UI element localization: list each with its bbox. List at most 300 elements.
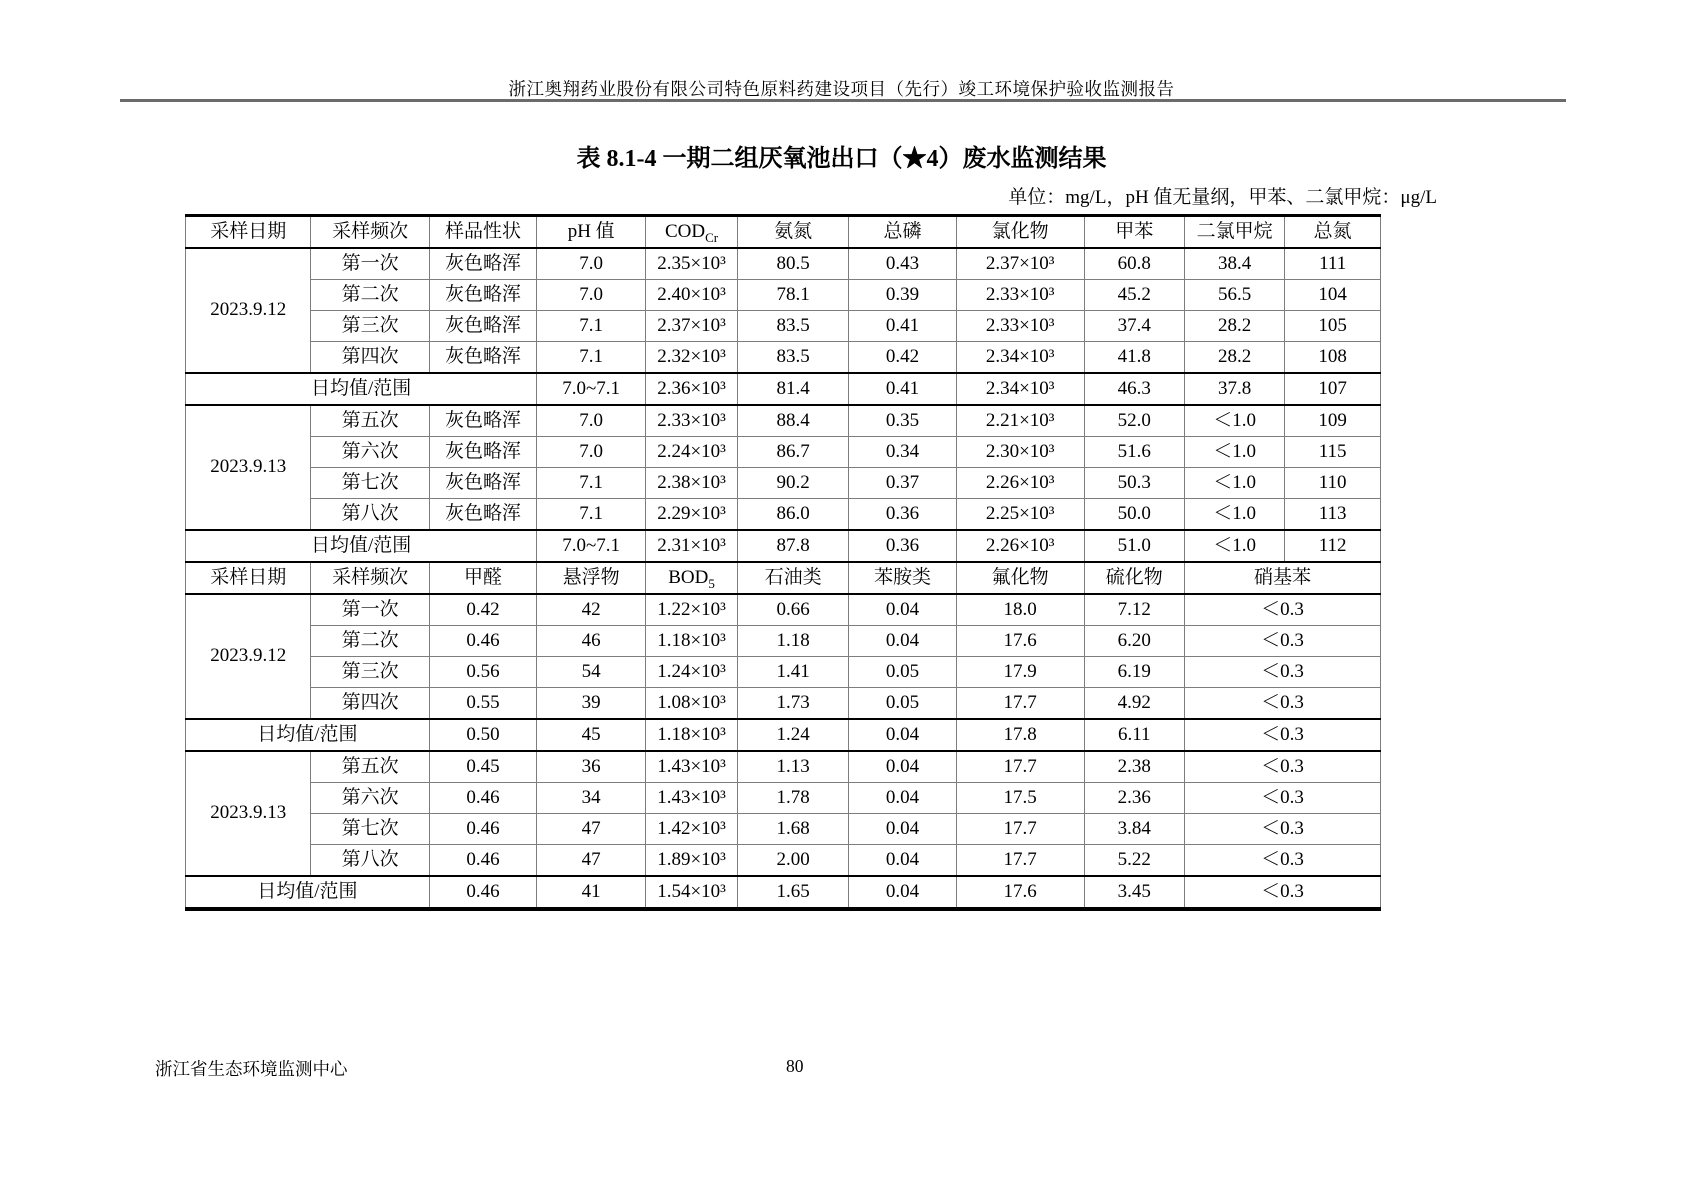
table-cell <box>849 783 957 814</box>
table-cell <box>311 342 429 374</box>
cell-text: 2.36×10³ <box>657 377 726 399</box>
table-cell <box>849 845 957 877</box>
cell-text: ＜0.3 <box>1261 660 1304 682</box>
cell-text: 2023.9.13 <box>210 802 287 824</box>
cell-text: 日均值/范围 <box>257 723 358 745</box>
table-cell <box>311 657 429 688</box>
cell-text: 日均值/范围 <box>311 377 412 399</box>
table-cell <box>537 688 646 720</box>
cell-text: 2.21×10³ <box>985 409 1055 431</box>
table-cell <box>646 311 738 342</box>
cell-text: 0.04 <box>885 817 920 839</box>
cell-text: 46 <box>581 629 601 651</box>
cell-text: 2.33×10³ <box>657 409 726 431</box>
cell-text: 0.66 <box>776 598 810 620</box>
cell-text: 0.04 <box>885 598 920 620</box>
table-cell <box>537 626 646 657</box>
table-cell <box>646 688 738 720</box>
cell-text: 2.31×10³ <box>657 534 726 556</box>
table-cell <box>956 751 1084 783</box>
table-cell <box>738 845 849 877</box>
table-cell <box>956 783 1084 814</box>
cell-text: 4.92 <box>1117 691 1151 713</box>
table-cell <box>1184 657 1380 688</box>
page-header-text: 浙江奥翔药业股份有限公司特色原料药建设项目（先行）竣工环境保护验收监测报告 <box>508 79 1175 99</box>
cell-text: 2.34×10³ <box>985 345 1055 367</box>
cell-text: 0.46 <box>466 848 500 870</box>
cell-text: 17.6 <box>1003 880 1037 902</box>
table-cell <box>849 657 957 688</box>
cell-text: 采样日期 <box>210 566 287 588</box>
table-cell <box>738 688 849 720</box>
cell-text: 0.41 <box>885 314 920 336</box>
table-cell <box>738 499 849 531</box>
cell-text: 2.40×10³ <box>657 283 726 305</box>
table-cell <box>1285 405 1381 437</box>
cell-text: 45 <box>581 723 601 745</box>
average-label <box>186 530 537 562</box>
table-cell <box>738 405 849 437</box>
table-cell <box>849 373 957 405</box>
table-cell <box>537 751 646 783</box>
table-cell <box>738 280 849 311</box>
table-cell <box>1184 342 1284 374</box>
table-cell <box>311 845 429 877</box>
cell-text: 83.5 <box>776 345 810 367</box>
cell-text: 0.39 <box>885 283 920 305</box>
column-header <box>429 562 537 594</box>
table-cell <box>956 280 1084 311</box>
table-cell <box>537 814 646 845</box>
date-cell <box>186 248 311 373</box>
date-cell <box>186 751 311 876</box>
table-cell <box>1084 530 1184 562</box>
cell-text: 灰色略浑 <box>445 502 522 524</box>
table-container <box>185 214 1381 911</box>
cell-text: 17.7 <box>1003 848 1037 870</box>
cell-text: 7.1 <box>579 471 604 493</box>
column-header <box>429 216 537 249</box>
table-cell <box>1184 530 1284 562</box>
cell-text: 1.89×10³ <box>657 848 726 870</box>
cell-text: 6.11 <box>1117 723 1151 745</box>
table-cell <box>646 280 738 311</box>
table-cell <box>537 280 646 311</box>
cell-text: 50.3 <box>1117 471 1151 493</box>
column-header <box>1184 562 1380 594</box>
table-cell <box>1084 594 1184 626</box>
table-cell <box>1084 751 1184 783</box>
table-cell <box>738 530 849 562</box>
table-cell <box>429 468 537 499</box>
cell-text: 60.8 <box>1117 252 1151 274</box>
cell-text: 107 <box>1318 377 1347 399</box>
table-cell <box>738 814 849 845</box>
table-cell <box>537 657 646 688</box>
cell-text: 0.43 <box>885 252 920 274</box>
cell-text: 1.13 <box>776 755 810 777</box>
table-cell <box>956 657 1084 688</box>
table-cell <box>1084 626 1184 657</box>
cell-text: 1.18 <box>776 629 810 651</box>
cell-text: 86.0 <box>776 502 810 524</box>
table-row <box>186 626 1381 657</box>
table-cell <box>1084 657 1184 688</box>
cell-text: 3.45 <box>1117 880 1151 902</box>
cell-text: ＜1.0 <box>1213 471 1257 493</box>
cell-text: ＜1.0 <box>1213 534 1257 556</box>
table-cell <box>1184 311 1284 342</box>
cell-text: 0.55 <box>466 691 500 713</box>
table-row <box>186 530 1381 562</box>
cell-text: 17.7 <box>1003 817 1037 839</box>
cell-text: 灰色略浑 <box>445 252 522 274</box>
cell-text: 0.46 <box>466 880 500 902</box>
table-row <box>186 657 1381 688</box>
cell-text: 2.00 <box>776 848 810 870</box>
cell-text: 7.0 <box>579 283 604 305</box>
table-cell <box>646 437 738 468</box>
cell-text: 17.7 <box>1003 755 1037 777</box>
table-cell <box>311 468 429 499</box>
table-row <box>186 783 1381 814</box>
cell-text: 7.0 <box>579 440 604 462</box>
cell-text: 0.56 <box>466 660 500 682</box>
cell-text: ＜0.3 <box>1261 786 1304 808</box>
cell-text: 51.6 <box>1117 440 1151 462</box>
table-cell <box>1084 845 1184 877</box>
cell-text: 0.35 <box>885 409 920 431</box>
table-cell <box>956 688 1084 720</box>
header-rule <box>120 99 1566 102</box>
table-cell <box>429 845 537 877</box>
table-cell <box>1285 280 1381 311</box>
table-cell <box>956 719 1084 751</box>
table-cell <box>1084 814 1184 845</box>
cell-text: 总磷 <box>883 220 922 242</box>
table-cell <box>646 876 738 909</box>
table-cell <box>1184 814 1380 845</box>
table-cell <box>956 499 1084 531</box>
cell-text: 17.6 <box>1003 629 1037 651</box>
table-cell <box>849 594 957 626</box>
table-cell <box>646 530 738 562</box>
table-cell <box>311 626 429 657</box>
table-cell <box>1084 248 1184 280</box>
cell-text: 2.34×10³ <box>985 377 1055 399</box>
cell-text: 38.4 <box>1218 252 1252 274</box>
cell-text: 第五次 <box>341 409 399 431</box>
cell-text: 第八次 <box>341 502 399 524</box>
cell-text: 36 <box>581 755 601 777</box>
table-row <box>186 373 1381 405</box>
table-row <box>186 248 1381 280</box>
column-header <box>537 216 646 249</box>
table-cell <box>849 530 957 562</box>
table-cell <box>738 248 849 280</box>
cell-text: 石油类 <box>764 566 822 588</box>
table-cell <box>1084 373 1184 405</box>
column-header <box>311 562 429 594</box>
cell-text: 0.46 <box>466 629 500 651</box>
column-header <box>738 562 849 594</box>
cell-text: 甲苯 <box>1115 220 1154 242</box>
cell-text: 2023.9.12 <box>210 299 287 321</box>
table-cell <box>311 311 429 342</box>
cell-text: 110 <box>1318 471 1347 493</box>
cell-text: 41 <box>581 880 601 902</box>
cell-text: 日均值/范围 <box>257 880 358 902</box>
table-cell <box>537 405 646 437</box>
cell-text: 第三次 <box>341 314 399 336</box>
cell-text: 硫化物 <box>1105 566 1163 588</box>
table-cell <box>1184 751 1380 783</box>
table-cell <box>429 626 537 657</box>
cell-text: 7.12 <box>1117 598 1151 620</box>
cell-text: 氨氮 <box>774 220 813 242</box>
table-cell <box>956 814 1084 845</box>
cell-text: ＜0.3 <box>1261 755 1304 777</box>
table-row <box>186 751 1381 783</box>
cell-text: 7.0~7.1 <box>562 377 621 399</box>
cell-text: 56.5 <box>1218 283 1252 305</box>
column-header <box>646 562 738 594</box>
table-header-row <box>186 562 1381 594</box>
table-cell <box>1084 437 1184 468</box>
cell-text: ＜0.3 <box>1261 691 1304 713</box>
table-cell <box>1084 499 1184 531</box>
cell-text: 2.38 <box>1117 755 1151 777</box>
table-cell <box>1285 499 1381 531</box>
table-row <box>186 814 1381 845</box>
cell-text: 氟化物 <box>991 566 1049 588</box>
table-cell <box>537 437 646 468</box>
table-cell <box>849 751 957 783</box>
cell-text: 第四次 <box>341 345 399 367</box>
cell-text: 2023.9.12 <box>210 645 287 667</box>
cell-text: 日均值/范围 <box>311 534 412 556</box>
cell-text: 甲醛 <box>464 566 503 588</box>
cell-text: 17.5 <box>1003 786 1037 808</box>
table-cell <box>646 626 738 657</box>
table-cell <box>849 405 957 437</box>
column-header <box>738 216 849 249</box>
cell-text: 108 <box>1318 345 1347 367</box>
cell-text: 7.0 <box>579 252 604 274</box>
cell-text: 第六次 <box>341 786 399 808</box>
table-row <box>186 342 1381 374</box>
table-cell <box>429 751 537 783</box>
table-cell <box>1184 688 1380 720</box>
average-label <box>186 719 430 751</box>
table-cell <box>429 814 537 845</box>
table-row <box>186 688 1381 720</box>
cell-text: 111 <box>1319 252 1347 274</box>
cell-text: ＜0.3 <box>1261 880 1304 902</box>
cell-text: 7.1 <box>579 314 604 336</box>
table-cell <box>849 437 957 468</box>
table-cell <box>537 499 646 531</box>
table-cell <box>646 342 738 374</box>
table-cell <box>849 688 957 720</box>
column-header <box>849 216 957 249</box>
table-cell <box>738 719 849 751</box>
cell-text: 0.04 <box>885 629 920 651</box>
cell-text: 6.20 <box>1117 629 1151 651</box>
cell-text: 83.5 <box>776 314 810 336</box>
cell-text: 第一次 <box>341 252 399 274</box>
cell-text: 2.30×10³ <box>985 440 1055 462</box>
cell-text: 1.08×10³ <box>657 691 726 713</box>
table-cell <box>429 342 537 374</box>
table-cell <box>429 280 537 311</box>
cell-text: ＜0.3 <box>1261 629 1304 651</box>
cell-text: 1.42×10³ <box>657 817 726 839</box>
table-cell <box>849 814 957 845</box>
cell-text: 二氯甲烷 <box>1196 220 1273 242</box>
table-cell <box>1084 342 1184 374</box>
table-cell <box>956 248 1084 280</box>
cell-text: 1.65 <box>776 880 810 902</box>
document-title: 表 8.1-4 一期二组厌氧池出口（★4）废水监测结果 <box>576 146 1107 172</box>
table-cell <box>429 719 537 751</box>
cell-text: 88.4 <box>776 409 810 431</box>
cell-text: 0.04 <box>885 786 920 808</box>
cell-text: 1.43×10³ <box>657 755 726 777</box>
cell-text: 第七次 <box>341 817 399 839</box>
cell-text: 104 <box>1318 283 1347 305</box>
table-cell <box>311 783 429 814</box>
table-cell <box>646 594 738 626</box>
cell-text: 113 <box>1318 502 1347 524</box>
table-cell <box>429 405 537 437</box>
cell-text: 第二次 <box>341 629 399 651</box>
cell-text: 1.22×10³ <box>657 598 726 620</box>
table-cell <box>646 783 738 814</box>
table-row <box>186 311 1381 342</box>
table-cell <box>429 311 537 342</box>
cell-text: 悬浮物 <box>562 566 620 588</box>
cell-text: ＜0.3 <box>1261 598 1304 620</box>
table-cell <box>1184 719 1380 751</box>
cell-text: 1.54×10³ <box>657 880 726 902</box>
column-header <box>1084 562 1184 594</box>
table-cell <box>1084 311 1184 342</box>
cell-text: 2.24×10³ <box>657 440 726 462</box>
table-cell <box>1084 468 1184 499</box>
cell-subscript: Cr <box>705 229 719 245</box>
table-cell <box>1084 405 1184 437</box>
cell-text: 17.7 <box>1003 691 1037 713</box>
cell-text: 18.0 <box>1003 598 1037 620</box>
cell-text: 1.24×10³ <box>657 660 726 682</box>
unit-note: 单位：mg/L，pH 值无量纲，甲苯、二氯甲烷：μg/L <box>1008 187 1437 208</box>
table-cell <box>537 311 646 342</box>
table-cell <box>429 783 537 814</box>
table-cell <box>956 468 1084 499</box>
table-cell <box>537 876 646 909</box>
cell-text: 7.0~7.1 <box>562 534 621 556</box>
column-header <box>1084 216 1184 249</box>
table-cell <box>1285 373 1381 405</box>
table-cell <box>646 719 738 751</box>
table-cell <box>1184 405 1284 437</box>
cell-text: 42 <box>581 598 601 620</box>
cell-text: 第七次 <box>341 471 399 493</box>
table-row <box>186 405 1381 437</box>
table-cell <box>429 248 537 280</box>
cell-text: BOD <box>668 566 709 588</box>
table-cell <box>849 311 957 342</box>
table-cell <box>1084 876 1184 909</box>
table-cell <box>1184 594 1380 626</box>
table-cell <box>738 311 849 342</box>
table-cell <box>1285 342 1381 374</box>
cell-text: 45.2 <box>1117 283 1151 305</box>
cell-text: ＜1.0 <box>1213 409 1257 431</box>
cell-text: 39 <box>581 691 601 713</box>
table-cell <box>956 626 1084 657</box>
table-body <box>186 216 1381 910</box>
cell-text: 0.37 <box>885 471 920 493</box>
table-cell <box>1184 626 1380 657</box>
table-cell <box>1084 783 1184 814</box>
cell-text: 灰色略浑 <box>445 345 522 367</box>
monitoring-table <box>185 214 1381 911</box>
table-cell <box>738 657 849 688</box>
cell-text: 1.43×10³ <box>657 786 726 808</box>
cell-text: 第六次 <box>341 440 399 462</box>
cell-text: 7.1 <box>579 345 604 367</box>
table-cell <box>738 437 849 468</box>
table-cell <box>738 594 849 626</box>
table-cell <box>1084 719 1184 751</box>
cell-text: 109 <box>1318 409 1347 431</box>
cell-text: 0.46 <box>466 817 500 839</box>
table-cell <box>956 845 1084 877</box>
cell-text: ＜0.3 <box>1261 723 1304 745</box>
cell-text: 2.36 <box>1117 786 1151 808</box>
cell-text: 2023.9.13 <box>210 456 287 478</box>
cell-text: 2.37×10³ <box>657 314 726 336</box>
table-cell <box>1285 248 1381 280</box>
cell-text: 47 <box>581 817 601 839</box>
table-cell <box>849 280 957 311</box>
table-cell <box>1184 437 1284 468</box>
cell-text: 2.38×10³ <box>657 471 726 493</box>
cell-text: 2.37×10³ <box>985 252 1055 274</box>
table-cell <box>429 876 537 909</box>
date-cell <box>186 405 311 530</box>
table-cell <box>429 499 537 531</box>
footer-organization: 浙江省生态环境监测中心 <box>155 1059 348 1079</box>
table-cell <box>956 342 1084 374</box>
cell-text: 37.8 <box>1218 377 1252 399</box>
table-cell <box>956 311 1084 342</box>
average-label <box>186 373 537 405</box>
cell-text: 2.26×10³ <box>985 471 1055 493</box>
table-cell <box>1285 468 1381 499</box>
cell-text: 47 <box>581 848 601 870</box>
table-cell <box>537 594 646 626</box>
cell-text: ＜1.0 <box>1213 502 1257 524</box>
table-header-row <box>186 216 1381 249</box>
cell-text: 87.8 <box>776 534 810 556</box>
table-cell <box>956 373 1084 405</box>
table-cell <box>956 437 1084 468</box>
table-cell <box>738 468 849 499</box>
column-header <box>1184 216 1284 249</box>
